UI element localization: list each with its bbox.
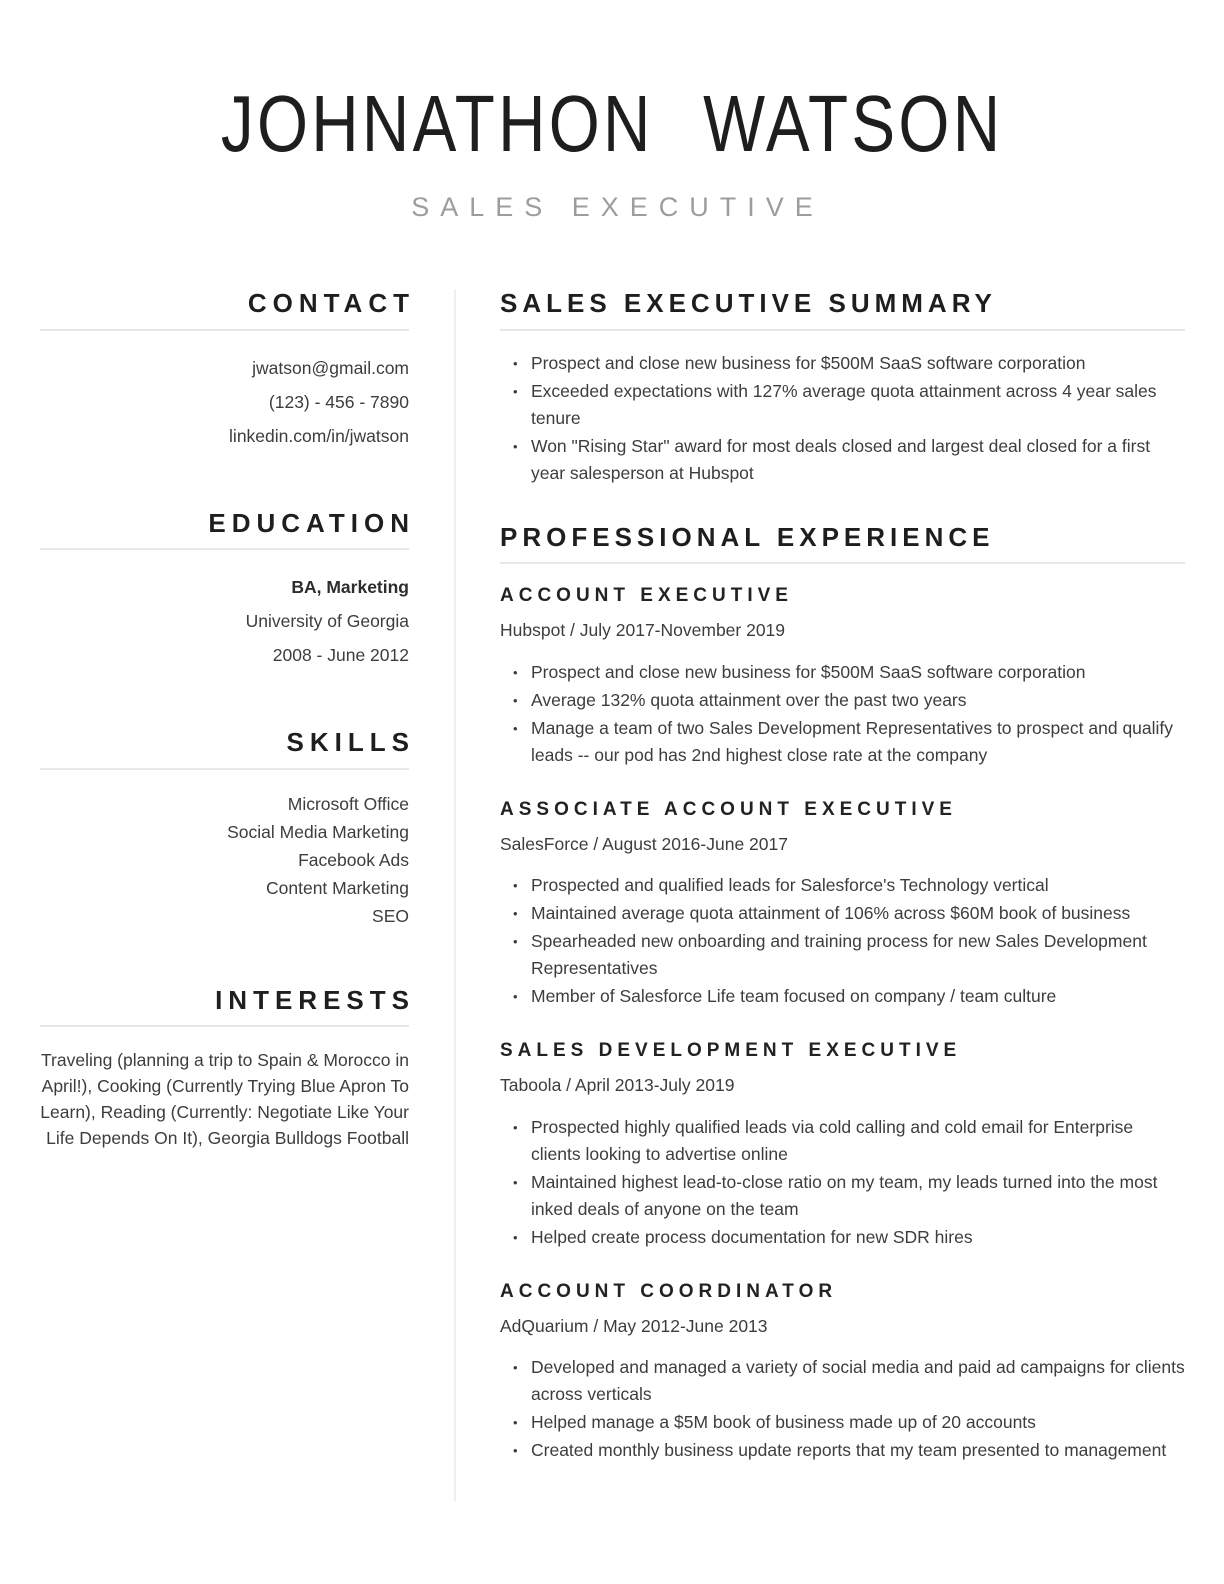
bullet-item: • Spearheaded new onboarding and training process for new Sales Development Representatives (500, 928, 1185, 982)
job-company-dates: SalesForce / August 2016-June 2017 (500, 833, 788, 854)
skills-section (40, 727, 415, 930)
job-bullets (500, 872, 1185, 1010)
skill-item: Social Media Marketing (227, 821, 409, 842)
education-school: University of Georgia (245, 611, 409, 632)
job-entry-associate-account-executive (500, 799, 1185, 1011)
summary-bullets (500, 350, 1185, 487)
job-entry-sales-development-executive (500, 1040, 1185, 1251)
candidate-name: JOHNATHON WATSON (220, 79, 1004, 168)
section-divider (500, 562, 1185, 564)
job-company-dates: Taboola / April 2013-July 2019 (500, 1075, 735, 1096)
contact-phone: (123) - 456 - 7890 (268, 391, 409, 412)
skill-item: Content Marketing (266, 877, 409, 898)
bullet-item: • Prospected highly qualified leads via cold calling and cold email for Enterprise clients looking to advertise online (500, 1114, 1185, 1168)
section-divider (40, 768, 409, 770)
contact-linkedin: linkedin.com/in/jwatson (229, 425, 409, 446)
skills-heading: SKILLS (286, 727, 415, 758)
main-column (500, 289, 1185, 1501)
job-entry-account-coordinator (500, 1281, 1185, 1465)
bullet-item: • Exceeded expectations with 127% average quota attainment across 4 year sales tenure (500, 378, 1185, 432)
bullet-item: • Average 132% quota attainment over the past two years (500, 687, 1185, 714)
education-dates: 2008 - June 2012 (272, 645, 409, 666)
bullet-item: • Manage a team of two Sales Development Representatives to prospect and qualify leads -- our pod has 2nd highest close rate at the company (500, 715, 1185, 769)
resume-header (0, 0, 1224, 223)
job-entry-account-executive (500, 585, 1185, 769)
job-title: ASSOCIATE ACCOUNT EXECUTIVE (500, 798, 957, 820)
skill-item: Facebook Ads (298, 849, 409, 870)
interests-section (40, 984, 415, 1152)
bullet-item: • Maintained highest lead-to-close ratio on my team, my leads turned into the most inked deals of anyone on the team (500, 1169, 1185, 1223)
sidebar (40, 288, 415, 1501)
bullet-item: • Maintained average quota attainment of 106% across $60M book of business (500, 900, 1185, 927)
bullet-item: • Member of Salesforce Life team focused on company / team culture (500, 983, 1185, 1010)
page-title (0, 79, 1224, 168)
bullet-item: • Created monthly business update reports that my team presented to management (500, 1437, 1185, 1464)
contact-heading: CONTACT (247, 288, 415, 318)
summary-heading: SALES EXECUTIVE SUMMARY (500, 288, 997, 318)
section-divider (40, 1025, 409, 1027)
contact-email: jwatson@gmail.com (252, 357, 409, 378)
job-bullets (500, 1354, 1185, 1464)
summary-section (500, 289, 1185, 487)
experience-heading: PROFESSIONAL EXPERIENCE (500, 521, 995, 552)
candidate-job-title: SALES EXECUTIVE (411, 192, 824, 222)
education-degree: BA, Marketing (291, 577, 409, 598)
interests-heading: INTERESTS (215, 984, 415, 1015)
bullet-item: • Helped create process documentation for new SDR hires (500, 1224, 1185, 1251)
job-title: ACCOUNT EXECUTIVE (500, 585, 793, 607)
bullet-item: • Won "Rising Star" award for most deals closed and largest deal closed for a first year salesperson at Hubspot (500, 433, 1185, 487)
job-company-dates: Hubspot / July 2017-November 2019 (500, 619, 786, 640)
job-title: SALES DEVELOPMENT EXECUTIVE (500, 1040, 962, 1062)
contact-section (40, 288, 415, 453)
content-columns (0, 289, 1224, 1501)
job-title: ACCOUNT COORDINATOR (500, 1280, 838, 1302)
job-company-dates: AdQuarium / May 2012-June 2013 (500, 1315, 768, 1336)
section-divider (500, 329, 1185, 331)
bullet-item: • Prospect and close new business for $500M SaaS software corporation (500, 350, 1185, 377)
interests-text: Traveling (planning a trip to Spain & Morocco in April!), Cooking (Currently Trying Blue Apron To Learn), Reading (Currently: Negotiate Like Your Life Depends On It), Georgia Bulldogs Football (40, 1050, 409, 1149)
bullet-item: • Prospect and close new business for $500M SaaS software corporation (500, 659, 1185, 686)
bullet-item: • Prospected and qualified leads for Salesforce's Technology vertical (500, 872, 1185, 899)
column-divider (454, 289, 456, 1501)
section-divider (40, 329, 409, 331)
experience-section (500, 523, 1185, 1465)
skill-item: Microsoft Office (287, 793, 409, 814)
section-divider (40, 548, 409, 550)
bullet-item: • Helped manage a $5M book of business made up of 20 accounts (500, 1409, 1185, 1436)
skill-item: SEO (372, 905, 409, 926)
bullet-item: • Developed and managed a variety of social media and paid ad campaigns for clients across verticals (500, 1354, 1185, 1408)
job-bullets (500, 659, 1185, 769)
education-heading: EDUCATION (208, 507, 415, 538)
job-bullets (500, 1114, 1185, 1251)
education-section (40, 507, 415, 673)
